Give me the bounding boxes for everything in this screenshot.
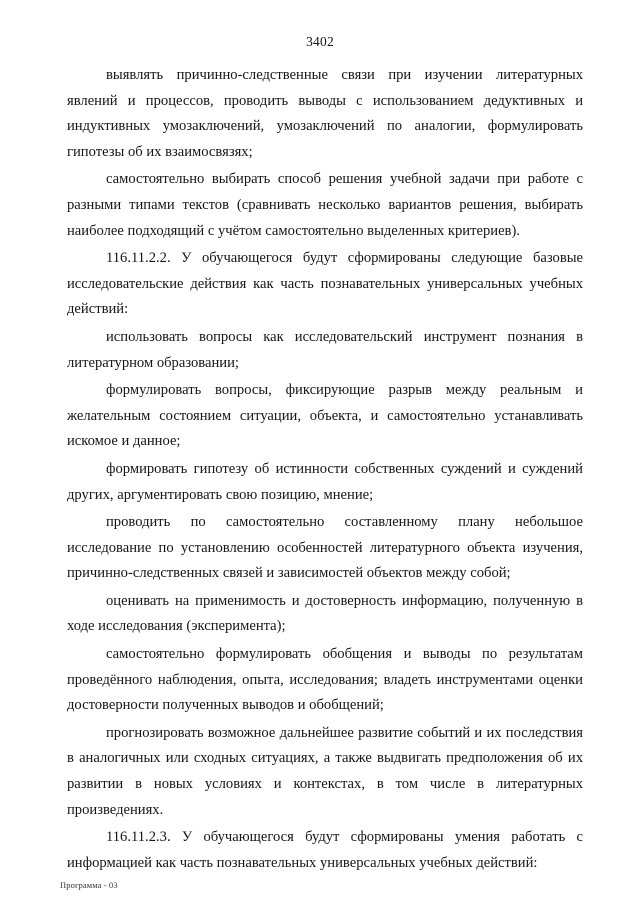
section-heading-paragraph: 116.11.2.3. У обучающегося будут сформированы умения работать с информацией как часть познавательных универсальных учебных действий: (67, 829, 583, 871)
document-body (67, 63, 583, 876)
paragraph: самостоятельно формулировать обобщения и выводы по результатам проведённого наблюдения, опыта, исследования; владеть инструментами оценки достоверности полученных выводов и обобщений; (67, 646, 583, 714)
section-heading-paragraph: 116.11.2.2. У обучающегося будут сформированы следующие базовые исследовательские действия как часть познавательных универсальных учебных действий: (67, 250, 583, 318)
paragraph: проводить по самостоятельно составленному плану небольшое исследование по установлению особенностей литературного объекта изучения, причинно-следственных связей и зависимостей объектов между собой; (67, 514, 583, 582)
paragraph: формировать гипотезу об истинности собственных суждений и суждений других, аргументировать свою позицию, мнение; (67, 460, 583, 503)
footer-label: Программа - 03 (60, 880, 118, 890)
paragraph: формулировать вопросы, фиксирующие разрыв между реальным и желательным состоянием ситуации, объекта, и самостоятельно устанавливать искомое и данное; (67, 382, 583, 450)
paragraph: самостоятельно выбирать способ решения учебной задачи при работе с разными типами текстов (сравнивать несколько вариантов решения, выбирать наиболее подходящий с учётом самостоятельно выделенных критериев). (67, 171, 583, 239)
paragraph: выявлять причинно-следственные связи при изучении литературных явлений и процессов, проводить выводы с использованием дедуктивных и индуктивных умозаключений, умозаключений по аналогии, формулировать гипотезы об их взаимосвязях; (67, 67, 583, 160)
paragraph: прогнозировать возможное дальнейшее развитие событий и их последствия в аналогичных или сходных ситуациях, а также выдвигать предположения об их развитии в новых условиях и контекстах, в том числе в литературных произведениях. (67, 724, 583, 818)
paragraph: использовать вопросы как исследовательский инструмент познания в литературном образовании; (67, 328, 583, 371)
paragraph: оценивать на применимость и достоверность информацию, полученную в ходе исследования (эксперимента); (67, 592, 583, 635)
page-number: 3402 (306, 34, 334, 49)
